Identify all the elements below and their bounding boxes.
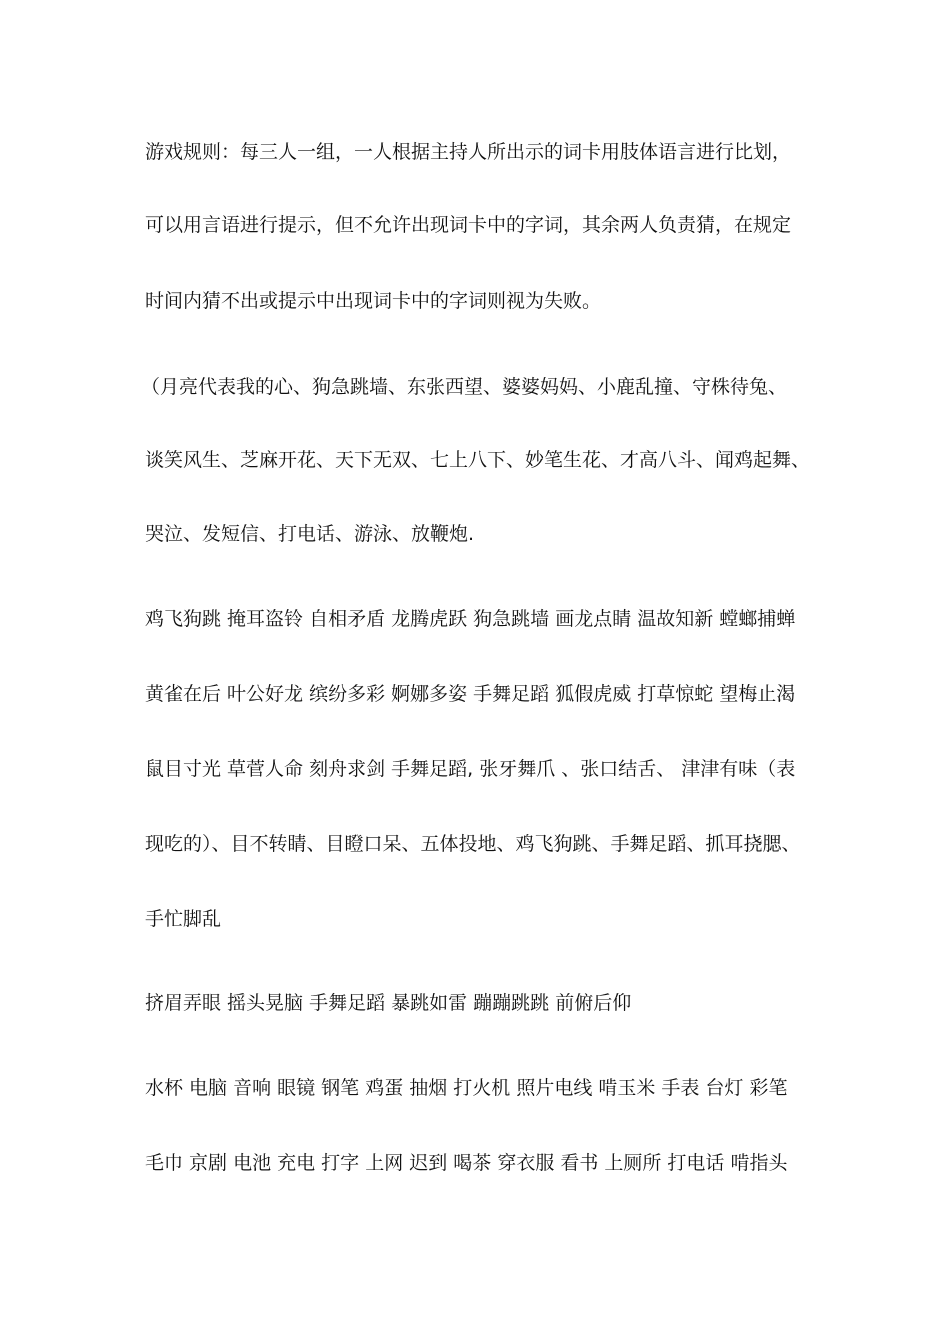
list1-line-3: 哭泣、发短信、打电话、游泳、放鞭炮. [145, 523, 475, 545]
rules-line-2: 可以用言语进行提示，但不允许出现词卡中的字词，其余两人负责猜，在规定 [145, 214, 792, 236]
list2-line-4: 现吃的）、目不转睛、目瞪口呆、五体投地、鸡飞狗跳、手舞足蹈、抓耳挠腮、 [145, 833, 801, 855]
list1-line-1: （月亮代表我的心、狗急跳墙、东张西望、婆婆妈妈、小鹿乱撞、守株待兔、 [141, 376, 788, 398]
list2-line-1: 鸡飞狗跳 掩耳盗铃 自相矛盾 龙腾虎跃 狗急跳墙 画龙点睛 温故知新 螳螂捕蝉 [145, 608, 796, 630]
list2-line-2: 黄雀在后 叶公好龙 缤纷多彩 婀娜多姿 手舞足蹈 狐假虎威 打草惊蛇 望梅止渴 [145, 683, 796, 705]
rules-line-3: 时间内猜不出或提示中出现词卡中的字词则视为失败。 [145, 290, 602, 312]
list2-line-3: 鼠目寸光 草菅人命 刻舟求剑 手舞足蹈, 张牙舞爪 、张口结舌、 津津有味（表 [145, 758, 796, 780]
rules-line-1: 游戏规则：每三人一组，一人根据主持人所出示的词卡用肢体语言进行比划， [145, 141, 792, 163]
list4-line-1: 水杯 电脑 音响 眼镜 钢笔 鸡蛋 抽烟 打火机 照片电线 啃玉米 手表 台灯 彩笔 [145, 1077, 788, 1099]
list3-line-1: 挤眉弄眼 摇头晃脑 手舞足蹈 暴跳如雷 蹦蹦跳跳 前俯后仰 [145, 992, 632, 1014]
list1-line-2: 谈笑风生、芝麻开花、天下无双、七上八下、妙笔生花、才高八斗、闻鸡起舞、 [145, 449, 811, 471]
list4-line-2: 毛巾 京剧 电池 充电 打字 上网 迟到 喝茶 穿衣服 看书 上厕所 打电话 啃指头 [145, 1152, 788, 1174]
list2-line-5: 手忙脚乱 [145, 908, 222, 930]
